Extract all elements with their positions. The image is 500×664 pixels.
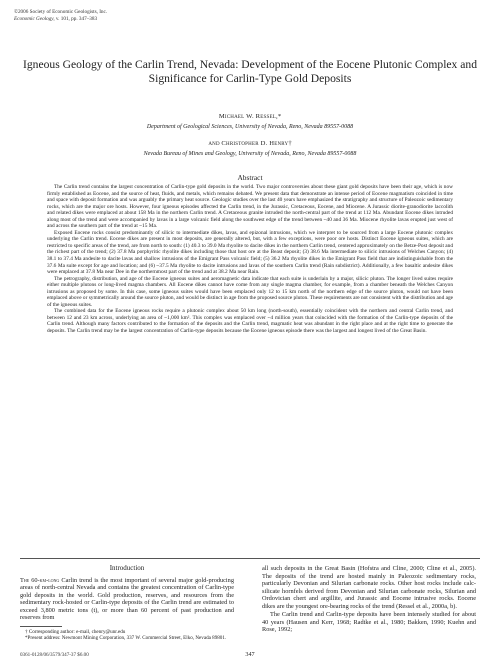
intro-paragraph: The Carlin trend and Carlin-type deposits have been intensely studied for about 40 years (Hausen and Kerr, 1968; Radtke et al., 1980; Bakken, 1990; Kuehn and Rose, 1992; <box>262 611 476 634</box>
author-2-affiliation: Nevada Bureau of Mines and Geology, University of Nevada, Reno, Nevada 89557-0088 <box>143 151 357 157</box>
author-2-mark: † <box>288 140 292 147</box>
footnotes <box>20 629 234 641</box>
author-1-affiliation: Department of Geological Sciences, University of Nevada, Reno, Nevada 89557-0088 <box>146 124 354 130</box>
copyright-line: ©2006 Society of Economic Geologists, Inc. <box>14 9 108 15</box>
article-title: Igneous Geology of the Carlin Trend, Nevada: Development of the Eocene Plutonic Complex and Significance for Carlin-Type Gold Deposits <box>23 58 477 85</box>
abstract-paragraph: The petrography, distribution, and age of the Eocene igneous suites and aeromagnetic data indicate that each suite is underlain by a major, silicic pluton. The longer lived suites require either multiple plutons or long-lived magma chambers. All Eocene dikes cannot have come from any single magma chamber, for example, from a chamber beneath the Welches Canyon intrusions as proposed by some. In this case, some igneous suites would have been emplaced only 12 to 15 km north of the northern edge of the source pluton, would not have been emplaced above or symmetrically around the source pluton, and would be distinct in age from the proposed source pluton. These requirements are not consistent with the distribution and age of the igneous suites. <box>47 275 453 308</box>
intro-paragraph <box>20 577 234 622</box>
author-1-name: Michael W. Ressel, <box>218 113 278 120</box>
abstract-heading: Abstract <box>237 173 263 182</box>
journal-volume: v. 101, pp. 347–383 <box>55 15 98 22</box>
abstract-body <box>47 184 453 335</box>
author-2 <box>0 140 500 147</box>
abstract-paragraph: The combined data for the Eocene igneous rocks require a plutonic complex about 50 km long (north-south), essentially coincident with the northern and central Carlin trend, and between 12 and 23 km across, underlying an area of ~1,000 km². This complex was emplaced over ~4 million years that coincided with the formation of the Carlin-type deposits of the Carlin trend. Although many factors contributed to the formation of the deposits and the Carlin trend, magmatic heat was abundant in the right place and at the right time to generate the deposits. The Carlin trend may be the largest concentration of Carlin-type deposits because the Eocene igneous episode there was the largest and longest lived of the Great Basin. <box>47 308 453 335</box>
author-1 <box>0 113 500 120</box>
issn-code: 0361-0128/06/3579/347-37 $6.00 <box>20 652 89 658</box>
right-column <box>262 565 476 634</box>
intro-text: Carlin trend is the most important of several major gold-producing areas of north-central Nevada and contains the greatest concentration of Carlin-type gold deposits in the world. Gold production, reserves, and resources from the sedimentary rock-hosted or Carlin-type deposits of the Carlin trend are estimated to exceed 3,800 metric tons (t), or more than 60 percent of past production and reserves from <box>20 576 234 622</box>
journal-name: Economic Geology, <box>14 15 55 22</box>
footnote-corresponding: † Corresponding author: e-mail, chenry@unr.edu <box>25 629 126 635</box>
intro-lead: The 60-km-long <box>20 576 60 584</box>
author-2-name: Christopher D. Henry <box>221 140 289 147</box>
footnote-divider <box>20 626 62 627</box>
introduction-heading: Introduction <box>109 564 145 572</box>
author-2-prefix: and <box>208 140 220 147</box>
abstract-paragraph: The Carlin trend contains the largest concentration of Carlin-type gold deposits in the world. Two major controversies about these giant gold deposits have been their age, which is now firmly established as Eocene, and the source of heat, fluids, and metals, which remains debated. We present data that demonstrate an intense period of Eocene magmatism coincided in time and space with deposit formation and was arguably the primary heat source. Geologic studies over the last 40 years have emphasized the stratigraphy and structure of Paleozoic sedimentary rocks, which are the major ore hosts. However, four igneous episodes affected the Carlin trend, in the Jurassic, Cretaceous, Eocene, and Miocene. A Jurassic diorite-granodiorite laccolith and related dikes were emplaced at about 158 Ma in the northern Carlin trend. A Cretaceous granite intruded the north-central part of the trend at 112 Ma. Abundant Eocene dikes intruded along most of the trend and were accompanied by lavas in a large volcanic field along the southwest edge of the trend between ~40 and 36 Ma. Miocene rhyolite lavas erupted just west of and across the southern part of the trend at ~15 Ma. <box>47 184 453 230</box>
section-divider <box>20 558 480 559</box>
left-column <box>20 565 234 622</box>
intro-paragraph: all such deposits in the Great Basin (Hofstra and Cline, 2000; Cline et al., 2005). The deposits of the trend are hosted mainly in Paleozoic sedimentary rocks, particularly Devonian and Silurian carbonate rocks. Other host rocks include calc-silicate hornfels derived from Devonian and Silurian carbonate rocks, Silurian and Ordovician chert and argillite, and Jurassic and Eocene intrusive rocks. Eocene dikes are the youngest ore-bearing rocks of the trend (Ressel et al., 2000a, b). <box>262 565 476 610</box>
page-number: 347 <box>245 651 255 658</box>
author-1-mark: * <box>277 113 282 120</box>
footnote-present-address: *Present address: Newmont Mining Corporation, 337 W. Commercial Street, Elko, Nevada 89801. <box>25 635 227 642</box>
journal-header <box>14 9 107 22</box>
abstract-paragraph: Exposed Eocene rocks consist predominantly of silicic to intermediate dikes, lavas, and epizonal intrusions, which we interpret to be sourced from a large Eocene plutonic complex underlying the Carlin trend. Eocene dikes are present in most deposits, are generally altered, but, with a few exceptions, were poor ore hosts. Distinct Eocene igneous suites, which are restricted to specific areas of the trend, are from north to south: (1) 40.3 to 39.0 Ma rhyolite to dacite dikes in the northern Carlin trend, centered approximately on the Betze-Post deposit and the richest part of the trend; (2) 37.8 Ma porphyritic rhyolite dikes including those that host ore at the Beast deposit; (3) 38.6 Ma intermediate to silicic intrusions of Welches Canyon; (4) 38.1 to 37.4 Ma andesite to dacite lavas and shallow intrusions of the Emigrant Pass volcanic field; (5) 36.2 Ma rhyolite dikes in the Emigrant Pass field that are indistinguishable from the 37.6 Ma suite except for age and location; and (6) ~37.5 Ma rhyolite to dacite intrusions and lavas of the southern Carlin trend (Rain subdistrict). Additionally, a few basaltic andesite dikes were emplaced at 37.8 Ma near Dee in the northernmost part of the trend and at 38.2 Ma near Rain. <box>47 229 453 276</box>
